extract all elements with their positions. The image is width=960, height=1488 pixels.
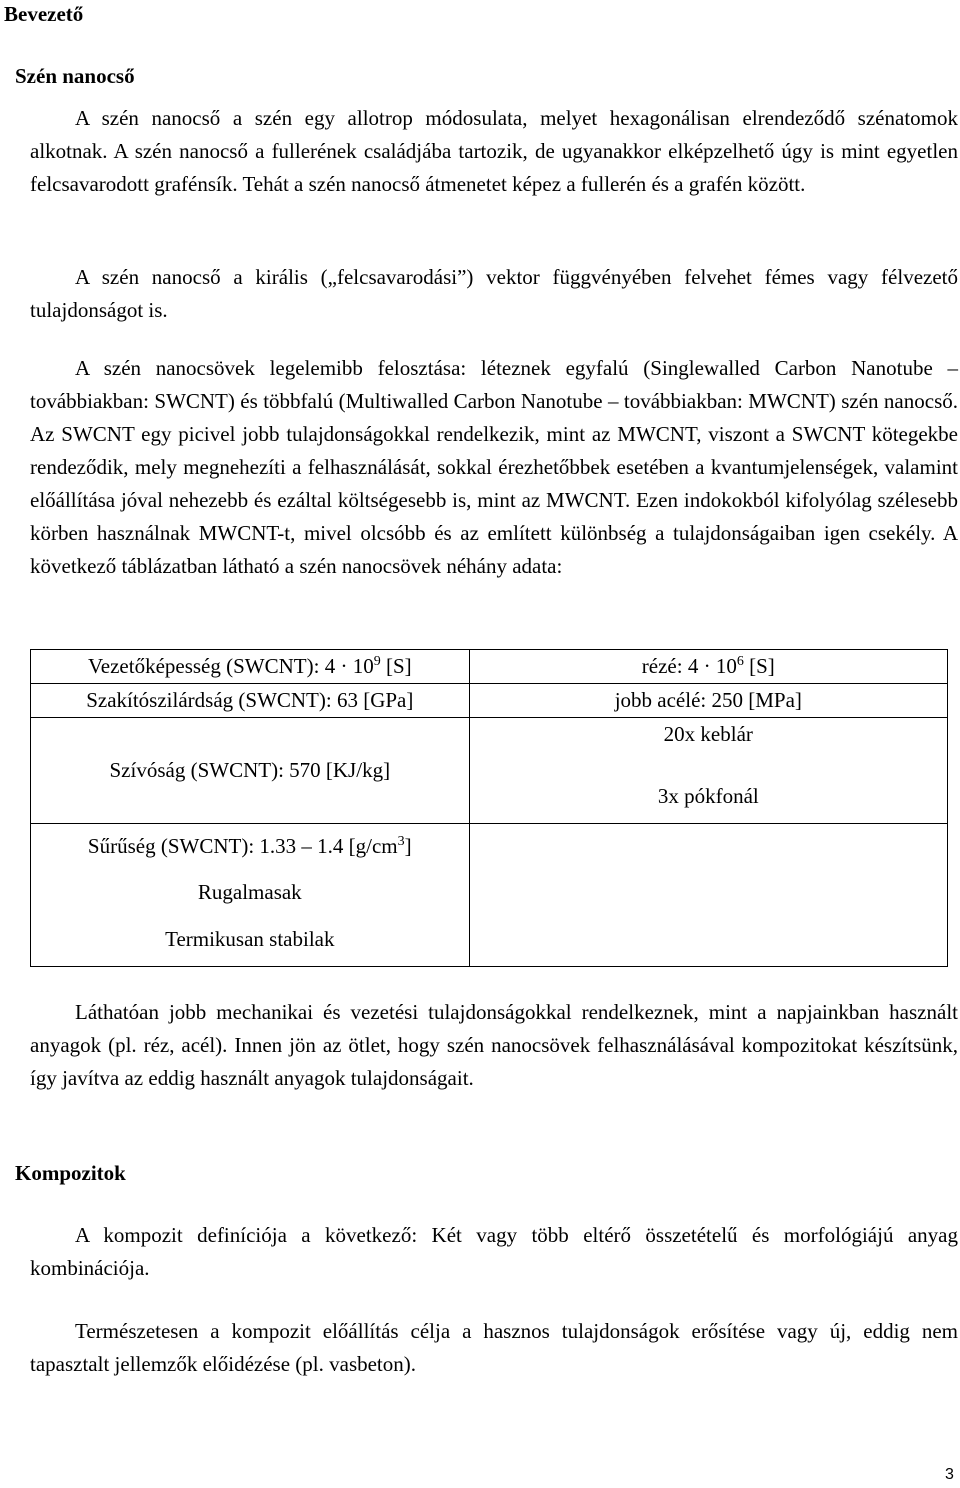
page-number: 3 xyxy=(945,1466,954,1483)
paragraph-composite-definition: A kompozit definíciója a következő: Két vagy több eltérő összetételű és morfológiájú anyag kombinációja. xyxy=(30,1223,958,1280)
paragraph-chiral: A szén nanocső a királis („felcsavarodási”) vektor függvényében felvehet fémes vagy félvezető tulajdonságot is. xyxy=(30,265,958,322)
paragraph-conclusion: Láthatóan jobb mechanikai és vezetési tulajdonságokkal rendelkeznek, mint a napjainkban használt anyagok (pl. réz, acél). Innen jön az ötlet, hogy szén nanocsövek felhasználásával kompozitokat készítsünk, így javítva az eddig használt anyagok tulajdonságait. xyxy=(30,1000,958,1090)
paragraph-swcnt-mwcnt: A szén nanocsövek legelemibb felosztása: léteznek egyfalú (Singlewalled Carbon Nanotube – továbbiakban: SWCNT) és többfalú (Multiwalled Carbon Nanotube – továbbiakban: MWCNT) szén nanocső. Az SWCNT egy picivel jobb tulajdonságokkal rendelkezik, mint az MWCNT, viszont a SWCNT kötegekbe rendeződik, mely megnehezíti a felhasználását, sokkal érezhetőbbek esetében a kvantumjelenségek, valamint előállítása jóval nehezebb és ezáltal költségesebb is, mint az MWCNT. Ezen indokokból kifolyólag szélesebb körben használnak MWCNT-t, mivel olcsóbb és az említett különbség a tulajdonságaiban igen csekély. A következő táblázatban látható a szén nanocsövek néhány adata: xyxy=(30,356,958,578)
table-cell: Szívóság (SWCNT): 570 [KJ/kg] xyxy=(31,718,470,824)
properties-table xyxy=(30,649,948,967)
table-row xyxy=(31,684,948,718)
paragraph-composite-goal: Természetesen a kompozit előállítás célja a hasznos tulajdonságok erősítése vagy új, eddig nem tapasztalt jellemzők előidézése (pl. vasbeton). xyxy=(30,1319,958,1376)
paragraph-intro: A szén nanocső a szén egy allotrop módosulata, melyet hexagonálisan elrendeződő szénatomok alkotnak. A szén nanocső a fullerének családjába tartozik, de ugyanakkor elképzelhető úgy is mint egyetlen felcsavarodott grafénsík. Tehát a szén nanocső átmenetet képez a fullerén és a grafén között. xyxy=(30,106,958,196)
table-row xyxy=(31,824,948,967)
table-row xyxy=(31,718,948,824)
table-cell: Vezetőképesség (SWCNT): $4 \cdot 10^9$ [S] xyxy=(31,650,470,684)
heading-bevezeto: Bevezető xyxy=(4,2,84,26)
section-title-kompozitok: Kompozitok xyxy=(15,1161,126,1185)
table-cell: 20x keblár 3x pókfonál xyxy=(469,718,947,824)
section-title-nanocso: Szén nanocső xyxy=(15,64,135,88)
table-cell: Sűrűség (SWCNT): 1.33 – 1.4 $[g/cm^3]$ Rugalmasak Termikusan stabilak xyxy=(31,824,470,967)
table-cell: rézé: $4 \cdot 10^6$ [S] xyxy=(469,650,947,684)
table-cell xyxy=(469,824,947,967)
table-row xyxy=(31,650,948,684)
table-cell: Szakítószilárdság (SWCNT): 63 [GPa] xyxy=(31,684,470,718)
table-cell: jobb acélé: 250 [MPa] xyxy=(469,684,947,718)
